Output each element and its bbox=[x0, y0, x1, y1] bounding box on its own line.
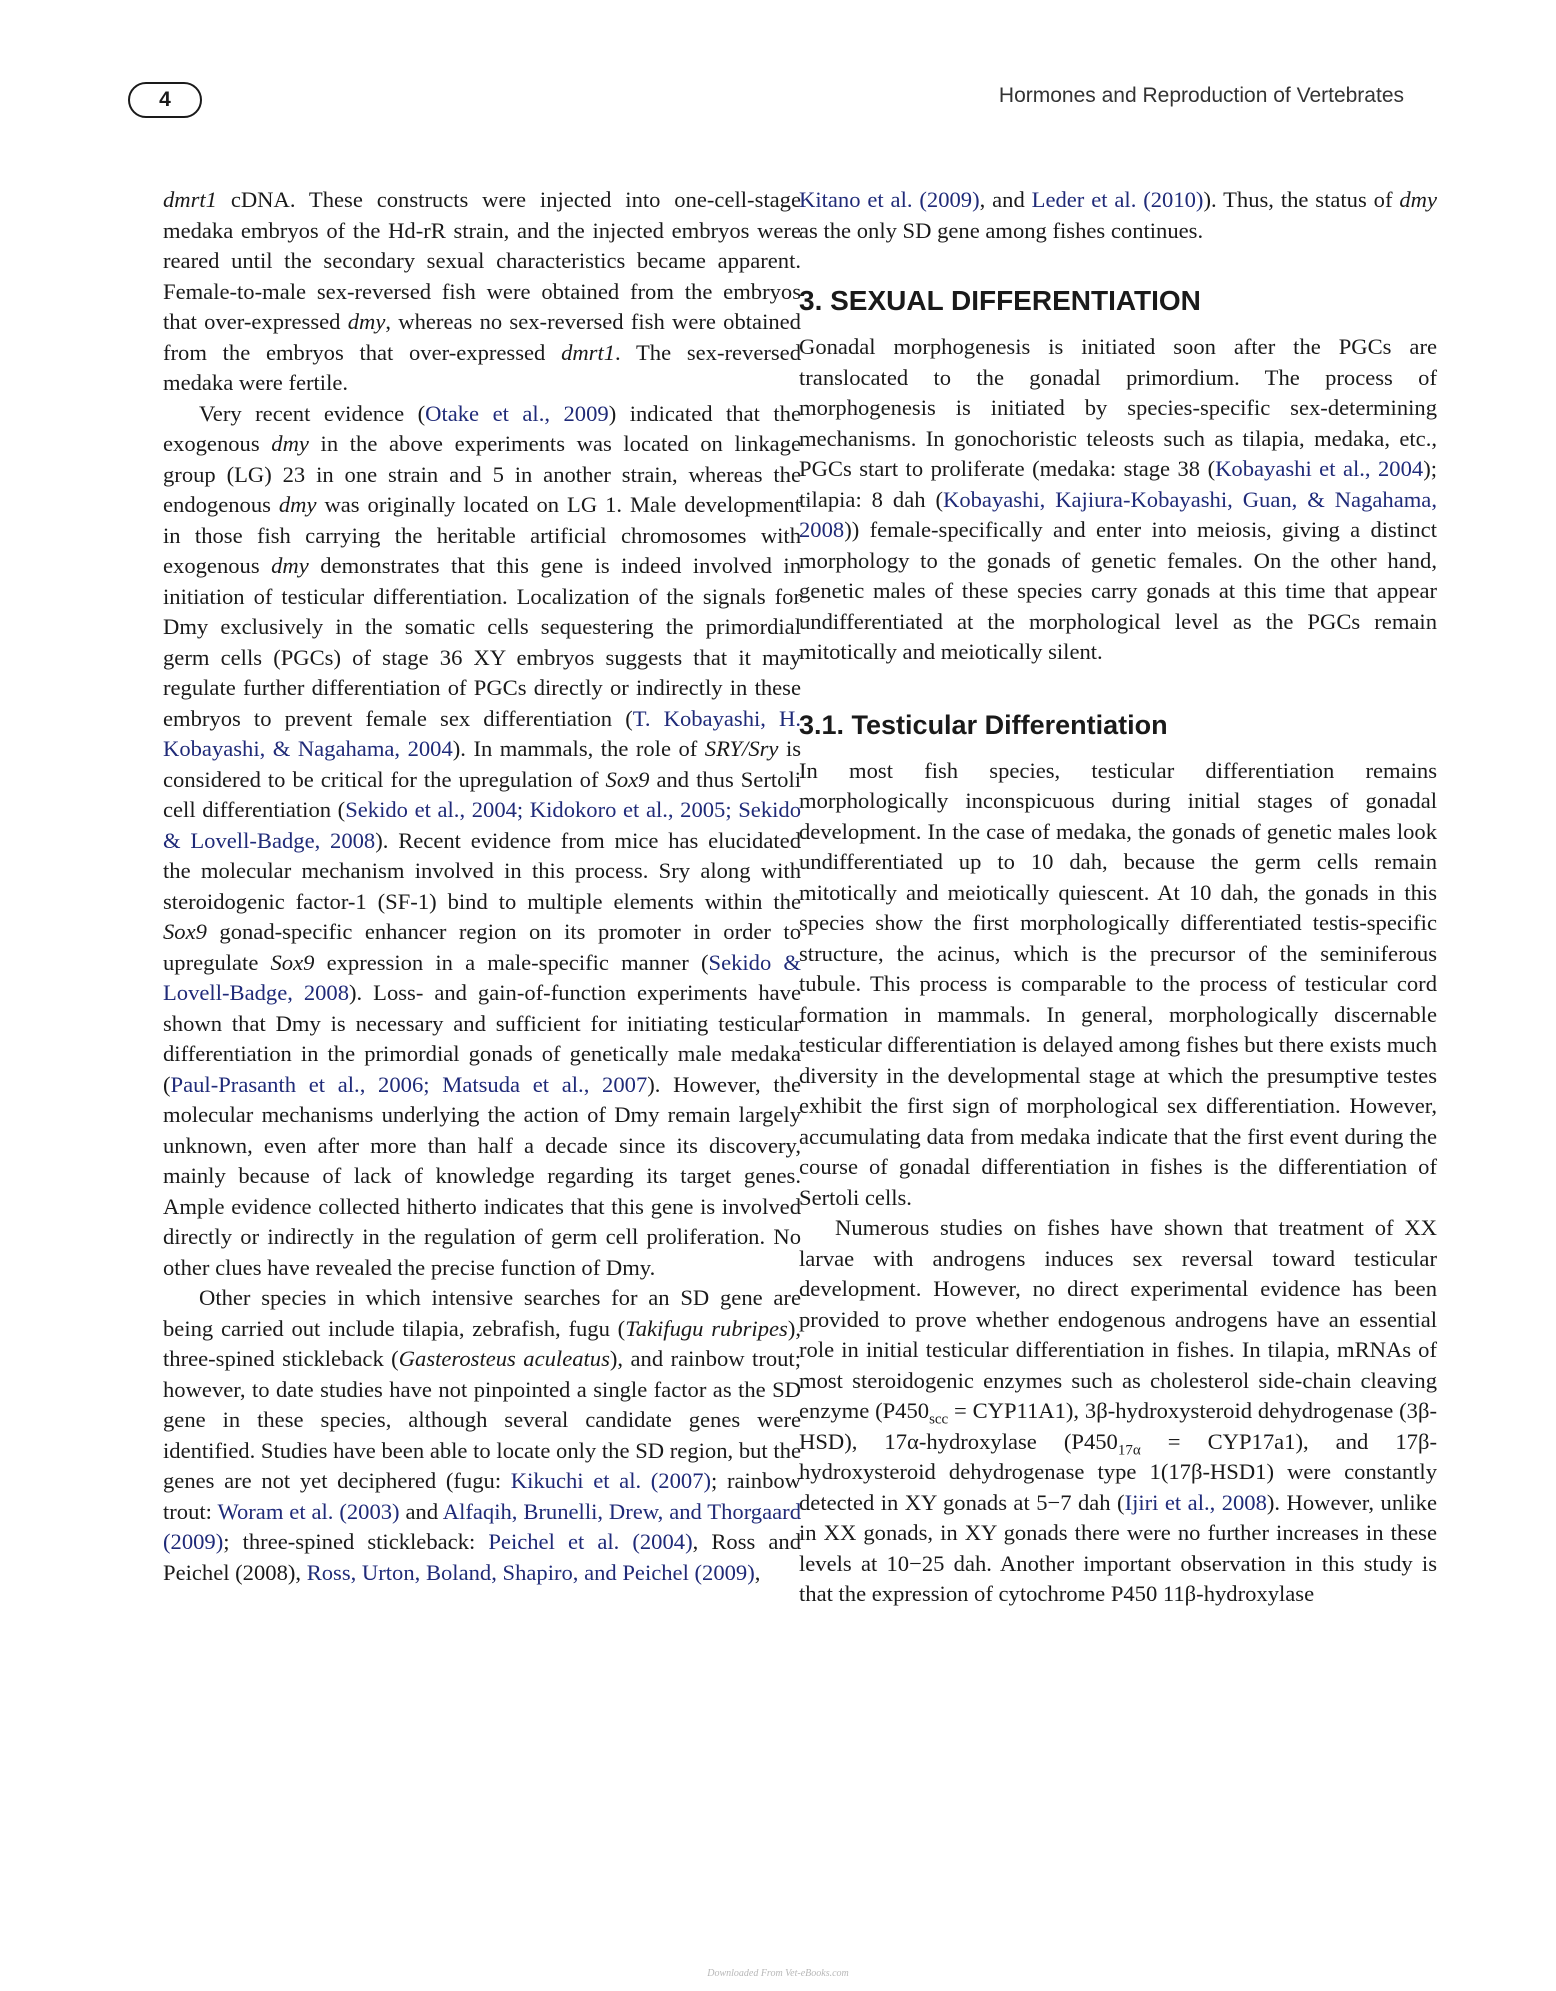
text: , bbox=[754, 1559, 761, 1585]
citation-link[interactable]: Paul-Prasanth et al., 2006; Matsuda et al., 2007 bbox=[170, 1071, 648, 1097]
text: and thus Sertoli cell differentiation ( bbox=[163, 766, 801, 822]
text: in the above experiments was located on linkage group (LG) 23 in one strain and 5 in another strain, whereas the endogenous bbox=[163, 431, 801, 517]
text: cDNA. These constructs were injected into one-cell-stage medaka embryos of the Hd-rR strain, and the injected embryos were reared until the secondary sexual characteristics became apparent. Female-to-male sex-reversed fish were obtained from the embryos that over-expressed bbox=[163, 187, 801, 334]
paragraph bbox=[163, 399, 801, 1284]
text: demonstrates that this gene is indeed involved in initiation of testicular differentiation. Localization of the signals for Dmy exclusively in the somatic cells sequestering the primordial germ cells (PGCs) of stage 36 XY embryos suggests that it may regulate further differentiation of PGCs directly or indirectly in these embryos to prevent female sex differentiation ( bbox=[163, 553, 801, 731]
text: ; rainbow trout: bbox=[163, 1468, 802, 1524]
citation-link[interactable]: Ross, Urton, Boland, Shapiro, and Peichel (2009) bbox=[306, 1559, 755, 1585]
citation-link[interactable]: Alfaqih, Brunelli, Drew, and Thorgaard (2009) bbox=[163, 1498, 801, 1554]
text: ). However, unlike in XX gonads, in XY gonads there were no further increases in these levels at 10−25 dah. Another important observation in this study is that the expression of cytochrome P450 11β-hydroxylase bbox=[799, 1489, 1438, 1606]
footer-watermark: Downloaded From Vet-eBooks.com bbox=[707, 1968, 849, 1979]
text: ) indicated that the exogenous bbox=[163, 400, 801, 456]
text: Very recent evidence ( bbox=[199, 400, 426, 426]
text: )) female-specifically and enter into meiosis, giving a distinct morphology to the gonads of genetic females. On the other hand, genetic males of these species carry gonads at this time that appear undifferentiated at the morphological level as the PGCs remain mitotically and meiotically silent. bbox=[799, 517, 1437, 664]
citation-link[interactable]: Woram et al. (2003) bbox=[217, 1498, 400, 1524]
text: ). In mammals, the role of bbox=[452, 736, 705, 761]
citation-link[interactable]: Otake et al., 2009 bbox=[425, 400, 609, 426]
text: Numerous studies on fishes have shown that treatment of XX larvae with androgens induces sex reversal toward testicular development. However, no direct experimental evidence has been provided to prove whether endogenous androgens have an essential role in initial testicular differentiation in fishes. In tilapia, mRNAs of most steroidogenic enzymes such as cholesterol side-chain cleaving enzyme (P450 bbox=[799, 1215, 1437, 1423]
text: , whereas no sex-reversed fish were obtained from the embryos that over-expressed bbox=[163, 309, 801, 365]
text: gonad-specific enhancer region on its promoter in order to upregulate bbox=[163, 919, 801, 975]
gene-name: Sox9 bbox=[605, 766, 650, 792]
citation-link[interactable]: Kobayashi et al., 2004 bbox=[1215, 456, 1424, 481]
gene-name: dmy bbox=[271, 553, 309, 578]
gene-name: dmrt1 bbox=[561, 339, 616, 365]
species-name: Gasterosteus aculeatus bbox=[398, 1346, 610, 1371]
citation-link[interactable]: Kitano et al. (2009) bbox=[799, 187, 980, 212]
gene-name: dmrt1 bbox=[163, 187, 217, 212]
text: = CYP11A1), 3β-hydroxysteroid dehydrogenase (3β-HSD), 17α-hydroxylase (P450 bbox=[799, 1398, 1437, 1454]
paragraph bbox=[799, 756, 1437, 1214]
citation-link[interactable]: Leder et al. (2010) bbox=[1031, 187, 1204, 212]
paragraph bbox=[163, 1283, 801, 1588]
right-column bbox=[799, 185, 1437, 1610]
text: ; three-spined stickleback: bbox=[223, 1529, 489, 1554]
citation-link[interactable]: Kobayashi, Kajiura-Kobayashi, Guan, & Nagahama, 2008 bbox=[799, 486, 1437, 542]
text: Gonadal morphogenesis is initiated soon after the PGCs are translocated to the gonadal primordium. The process of morphogenesis is initiated by species-specific sex-determining mechanisms. In gonochoristic teleosts such as tilapia, medaka, etc., PGCs start to proliferate (medaka: stage 38 ( bbox=[799, 334, 1437, 481]
citation-link[interactable]: Sekido & Lovell-Badge, 2008 bbox=[163, 949, 801, 1005]
paragraph bbox=[799, 332, 1437, 668]
subscript: 17α bbox=[1117, 1442, 1141, 1459]
subscript: scc bbox=[929, 1411, 949, 1428]
page-number: 4 bbox=[128, 82, 202, 118]
text: ). Thus, the status of bbox=[1203, 187, 1400, 212]
text: . The sex-reversed medaka were fertile. bbox=[163, 339, 801, 395]
paragraph bbox=[163, 185, 801, 399]
gene-name: SRY/Sry bbox=[704, 736, 779, 761]
text: was originally located on LG 1. Male development in those fish carrying the heritable artificial chromosomes with exogenous bbox=[163, 492, 802, 578]
paragraph bbox=[799, 185, 1437, 246]
paragraph bbox=[799, 1213, 1437, 1610]
gene-name: dmy bbox=[1399, 187, 1437, 212]
text: ). Loss- and gain-of-function experiments have shown that Dmy is necessary and sufficient for initiating testicular differentiation in the primordial gonads of genetically male medaka ( bbox=[163, 980, 801, 1097]
page-header bbox=[128, 82, 1404, 118]
gene-name: dmy bbox=[347, 309, 386, 334]
text: , Ross and Peichel (2008), bbox=[163, 1529, 801, 1585]
gene-name: dmy bbox=[278, 492, 317, 517]
text: ), three-spined stickleback ( bbox=[163, 1315, 802, 1371]
gene-name: Sox9 bbox=[270, 949, 315, 975]
text: expression in a male-specific manner ( bbox=[314, 949, 709, 975]
gene-name: Sox9 bbox=[163, 919, 207, 944]
text: , and bbox=[979, 187, 1032, 212]
citation-link[interactable]: Peichel et al. (2004) bbox=[488, 1529, 693, 1554]
text: Other species in which intensive searches for an SD gene are being carried out include tilapia, zebrafish, fugu ( bbox=[163, 1285, 801, 1341]
text: and bbox=[399, 1498, 443, 1524]
text: is considered to be critical for the upregulation of bbox=[163, 736, 802, 792]
species-name: Takifugu rubripes bbox=[625, 1315, 788, 1341]
text: ). However, the molecular mechanisms underlying the action of Dmy remain largely unknown, even after more than half a decade since its discovery, mainly because of lack of knowledge regarding its target genes. Ample evidence collected hitherto indicates that this gene is involved directly or indirectly in the regulation of germ cell proliferation. No other clues have revealed the precise function of Dmy. bbox=[163, 1071, 801, 1280]
citation-link[interactable]: T. Kobayashi, H. Kobayashi, & Nagahama, 2004 bbox=[163, 705, 801, 761]
citation-link[interactable]: Sekido et al., 2004; Kidokoro et al., 2005; Sekido & Lovell-Badge, 2008 bbox=[163, 797, 801, 853]
left-column bbox=[163, 185, 801, 1588]
text: as the only SD gene among fishes continues. bbox=[799, 217, 1204, 243]
running-title: Hormones and Reproduction of Vertebrates bbox=[998, 84, 1404, 107]
gene-name: dmy bbox=[271, 431, 309, 456]
subsection-heading: 3.1. Testicular Differentiation bbox=[799, 709, 1168, 740]
citation-link[interactable]: Ijiri et al., 2008 bbox=[1124, 1489, 1267, 1515]
citation-link[interactable]: Kikuchi et al. (2007) bbox=[510, 1468, 712, 1493]
text: In most fish species, testicular differentiation remains morphologically inconspicuous during initial stages of gonadal development. In the case of medaka, the gonads of genetic males look undifferentiated up to 10 dah, because the germ cells remain mitotically and meiotically quiescent. At 10 dah, the gonads in this species show the first morphologically differentiated testis-specific structure, the acinus, which is the precursor of the seminiferous tubule. This process is comparable to the process of testicular cord formation in mammals. In general, morphologically discernable testicular differentiation is delayed among fishes but there exists much diversity in the developmental stage at which the presumptive testes exhibit the first sign of morphological sex differentiation. However, accumulating data from medaka indicate that the first event during the course of gonadal differentiation in fishes is the differentiation of Sertoli cells. bbox=[799, 757, 1437, 1210]
text: ). Recent evidence from mice has elucidated the molecular mechanism involved in this process. Sry along with steroidogenic factor-1 (SF-1) bind to multiple elements within the bbox=[163, 827, 801, 914]
text: ), and rainbow trout; however, to date studies have not pinpointed a single factor as the SD gene in these species, although several candidate genes were identified. Studies have been able to locate only the SD region, but the genes are not yet deciphered (fugu: bbox=[163, 1346, 801, 1493]
section-heading: 3. SEXUAL DIFFERENTIATION bbox=[799, 285, 1201, 316]
text: ); tilapia: 8 dah ( bbox=[799, 456, 1438, 512]
text: = CYP17a1), and 17β-hydroxysteroid dehydrogenase type 1(17β-HSD1) were constantly detected in XY gonads at 5−7 dah ( bbox=[799, 1428, 1437, 1515]
